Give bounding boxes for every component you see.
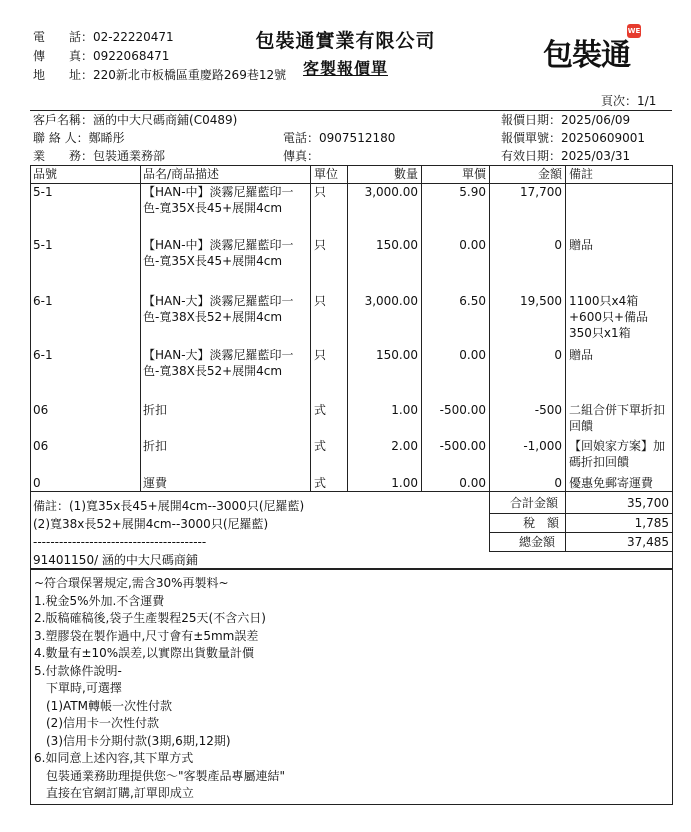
customer-phone-label: 電話： [283, 131, 320, 145]
tax-label: 稅 額 [523, 516, 560, 530]
terms-line-7: 下單時,可選擇 [34, 681, 122, 695]
header-unit: 單位 [314, 167, 339, 181]
row4-qty: 150.00 [376, 348, 418, 362]
row4-code: 6-1 [33, 348, 53, 362]
remark-line-1: 備註：(1)寬35x長45+展開4cm--3000只(尼羅藍) [33, 499, 305, 513]
terms-line-10: (3)信用卡分期付款(3期,6期,12期) [34, 733, 231, 748]
row5-note: 二組合併下單折扣回饋 [569, 403, 666, 433]
tel-label: 電 話： [33, 30, 94, 44]
customer-fax-label: 傳真： [283, 149, 320, 163]
row4-price: 0.00 [459, 348, 486, 362]
terms-line-12: 包裝通業務助理提供您～"客製產品專屬連結" [34, 768, 286, 783]
terms-line-8: (1)ATM轉帳一次性付款 [34, 698, 172, 713]
row7-desc: 運費 [143, 476, 168, 490]
row3-amount: 19,500 [520, 294, 562, 308]
customer-phone: 0907512180 [319, 131, 396, 145]
terms-line-2: 1.稅金5%外加.不含運費 [34, 593, 165, 608]
row3-desc: 【HAN-大】淡霧尼羅藍印一色-寬38X長52+展開4cm [143, 294, 294, 324]
row6-note: 【回娘家方案】加碼折扣回饋 [569, 439, 666, 469]
address-row [33, 66, 286, 83]
row7-qty: 1.00 [391, 476, 418, 490]
fax-value: 0922068471 [93, 49, 170, 63]
row2-note: 贈品 [569, 238, 594, 252]
row2-amount: 0 [554, 238, 562, 252]
row7-code: 0 [33, 476, 41, 490]
quote-number: 20250609001 [561, 131, 645, 145]
document-title: 客製報價單 [302, 59, 388, 78]
page-label: 頁次： [601, 94, 638, 108]
customer-phone-row [283, 129, 395, 146]
company-name: 包裝通實業有限公司 [255, 30, 436, 52]
valid-date-row [501, 147, 630, 164]
sales-label: 業 務： [33, 149, 94, 163]
row4-note: 贈品 [569, 348, 594, 362]
row6-amount: -1,000 [523, 439, 562, 453]
remark-line-2: (2)寬38x長52+展開4cm--3000只(尼羅藍) [33, 517, 269, 531]
row5-amount: -500 [534, 403, 562, 417]
address-value: 220新北市板橋區重慶路269巷12號 [93, 68, 287, 82]
terms-line-3: 2.版稿確稿後,袋子生產製程25天(不含六日) [34, 611, 266, 625]
row2-desc: 【HAN-中】淡霧尼羅藍印一色-寬35X長45+展開4cm [143, 238, 294, 268]
page-value: 1/1 [637, 94, 657, 108]
company-logo [543, 22, 643, 78]
total-value: 37,485 [627, 535, 669, 549]
row7-amount: 0 [554, 476, 562, 490]
customer-name-row [33, 111, 237, 128]
row5-qty: 1.00 [391, 403, 418, 417]
remark-divider: ---------------------------------------- [33, 535, 207, 549]
page-indicator [601, 92, 656, 109]
terms-section [30, 569, 673, 805]
row1-qty: 3,000.00 [364, 185, 418, 199]
row1-desc: 【HAN-中】淡霧尼羅藍印一色-寬35X長45+展開4cm [143, 185, 294, 215]
row4-amount: 0 [554, 348, 562, 362]
header-note: 備註 [569, 167, 594, 181]
quote-number-label: 報價單號： [501, 131, 562, 145]
row7-price: 0.00 [459, 476, 486, 490]
tel-value: 02-22220471 [93, 30, 174, 44]
terms-line-9: (2)信用卡一次性付款 [34, 716, 159, 730]
row1-unit: 只 [314, 185, 327, 199]
row5-code: 06 [33, 403, 49, 417]
row4-desc: 【HAN-大】淡霧尼羅藍印一色-寬38X長52+展開4cm [143, 348, 294, 378]
terms-line-6: 5.付款條件說明- [34, 663, 122, 678]
tel-row [33, 28, 174, 45]
terms-line-13: 直接在官網訂購,訂單即成立 [34, 786, 194, 800]
customer-name-label: 客戶名稱： [33, 113, 94, 127]
fax-label: 傳 真： [33, 49, 94, 63]
row6-desc: 折扣 [143, 439, 168, 453]
row5-desc: 折扣 [143, 403, 168, 417]
total-label: 總金額 [519, 535, 556, 549]
row2-price: 0.00 [459, 238, 486, 252]
header-qty: 數量 [393, 167, 418, 181]
contact-person: 鄭睎彤 [88, 131, 125, 145]
row3-qty: 3,000.00 [364, 294, 418, 308]
row6-price: -500.00 [439, 439, 486, 453]
row3-code: 6-1 [33, 294, 53, 308]
terms-line-11: 6.如同意上述內容,其下單方式 [34, 751, 194, 765]
row3-unit: 只 [314, 294, 327, 308]
terms-line-4: 3.塑膠袋在製作過中,尺寸會有±5mm誤差 [34, 628, 259, 643]
logo-text: 包裝通 [543, 38, 630, 73]
contact-person-label: 聯 絡 人： [33, 131, 89, 145]
row1-code: 5-1 [33, 185, 53, 199]
sales-row [33, 147, 165, 164]
row2-unit: 只 [314, 238, 327, 252]
row6-qty: 2.00 [391, 439, 418, 453]
quote-date-row [501, 111, 630, 128]
terms-line-1: ~符合環保署規定,需含30%再製料~ [34, 576, 229, 590]
quote-date: 2025/06/09 [561, 113, 631, 127]
logo-badge-icon: WE [627, 24, 641, 38]
contact-person-row [33, 129, 125, 146]
row3-price: 6.50 [459, 294, 486, 308]
customer-name: 涵的中大尺碼商鋪(C0489) [93, 113, 238, 127]
row2-code: 5-1 [33, 238, 53, 252]
fax-row [33, 47, 169, 64]
row7-unit: 式 [314, 476, 327, 490]
customer-fax-row [283, 147, 319, 164]
valid-date: 2025/03/31 [561, 149, 631, 163]
quote-date-label: 報價日期： [501, 113, 562, 127]
row3-note: 1100只x4箱+600只+備品350只x1箱 [569, 294, 649, 340]
quote-number-row [501, 129, 645, 146]
header-code: 品號 [33, 167, 58, 181]
address-label: 地 址： [33, 68, 94, 82]
remark-line-4: 91401150/ 涵的中大尺碼商鋪 [33, 553, 198, 567]
row5-price: -500.00 [439, 403, 486, 417]
row6-unit: 式 [314, 439, 327, 453]
row1-amount: 17,700 [520, 185, 562, 199]
row4-unit: 只 [314, 348, 327, 362]
header-amount: 金額 [537, 167, 562, 181]
row1-price: 5.90 [459, 185, 486, 199]
row5-unit: 式 [314, 403, 327, 417]
tax-value: 1,785 [634, 516, 669, 530]
subtotal-value: 35,700 [627, 496, 669, 510]
valid-date-label: 有效日期： [501, 149, 562, 163]
row2-qty: 150.00 [376, 238, 418, 252]
row6-code: 06 [33, 439, 49, 453]
subtotal-label: 合計金額 [510, 496, 559, 510]
header-desc: 品名/商品描述 [143, 167, 220, 181]
header-price: 單價 [461, 167, 486, 181]
terms-line-5: 4.數量有±10%誤差,以實際出貨數量計價 [34, 646, 254, 660]
sales-value: 包裝通業務部 [93, 149, 166, 163]
row7-note: 優惠免郵寄運費 [569, 476, 654, 490]
